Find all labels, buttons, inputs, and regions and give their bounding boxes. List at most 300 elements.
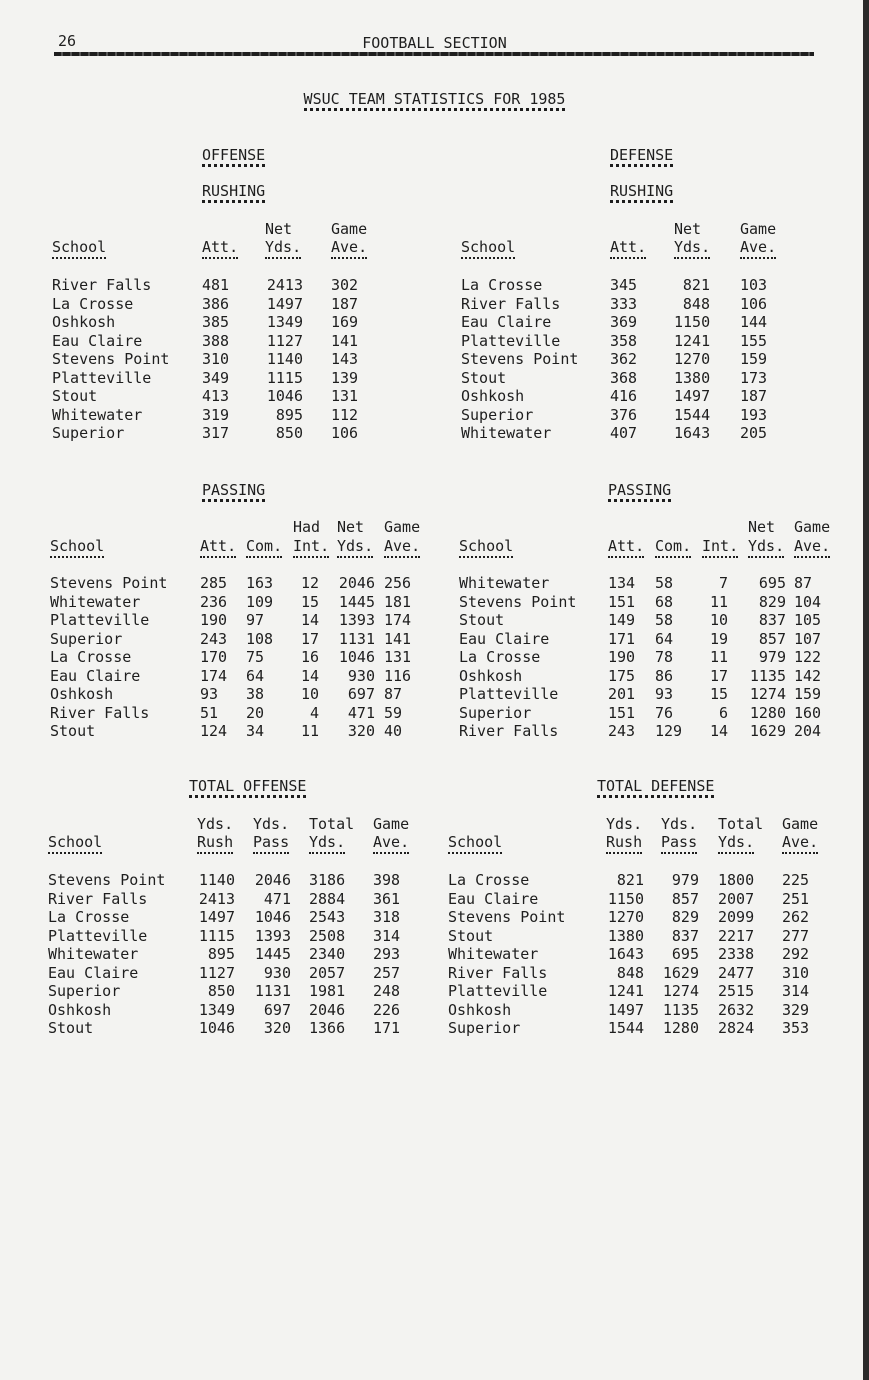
defense-rushing-cell-ave: 159 [740, 350, 768, 368]
defense-passing-cell-att: 201 [608, 685, 636, 703]
defense-rushing-cell-yds: 1270 [674, 350, 711, 368]
defense-total-cell-pass: 1280 [662, 1019, 699, 1037]
defense-total-cell-pass: 837 [671, 926, 699, 945]
defense-passing-cell-int: 11 [709, 592, 728, 611]
defense-total-header-tot-top: Total [718, 815, 764, 833]
offense-total-cell-school: Superior [48, 982, 121, 1000]
offense-rushing-cell-yds: 2413 [266, 276, 303, 294]
defense-total-header-pass-text: Pass [661, 833, 697, 854]
defense-passing-label [608, 481, 671, 499]
offense-passing-cell-yds: 2046 [338, 574, 375, 592]
defense-rushing-cell-yds: 1497 [674, 387, 711, 405]
defense-passing-cell-int: 15 [709, 685, 728, 703]
defense-rushing-header-yds-top: Net [674, 220, 702, 238]
defense-passing-cell-int: 7 [718, 574, 728, 592]
defense-total-cell-school: Whitewater [448, 945, 539, 963]
offense-rushing-cell-ave: 302 [331, 276, 359, 294]
offense-passing-cell-yds: 320 [347, 722, 375, 740]
offense-rushing-header-yds-text: Yds. [265, 238, 301, 259]
defense-total-cell-school: River Falls [448, 963, 548, 982]
defense-rushing-header-ave-text: Ave. [740, 238, 776, 259]
defense-rushing-cell-att: 345 [610, 276, 638, 294]
defense-rushing-cell-yds: 848 [682, 294, 710, 313]
defense-passing-cell-int: 17 [709, 666, 728, 685]
offense-rushing-label-text: RUSHING [202, 182, 265, 203]
offense-total-header-rush-top: Yds. [197, 815, 234, 833]
header-rule [54, 52, 814, 56]
defense-total-cell-rush: 1643 [607, 945, 644, 963]
defense-passing-cell-yds: 857 [758, 629, 786, 648]
offense-rushing-header-yds-top: Net [265, 220, 293, 238]
offense-passing-cell-att: 93 [200, 685, 219, 703]
defense-passing-cell-school: Stevens Point [459, 592, 577, 611]
offense-rushing-cell-ave: 169 [331, 313, 359, 331]
defense-passing-cell-yds: 1280 [749, 703, 786, 722]
offense-passing-header-int-top: Had [293, 518, 321, 536]
defense-rushing-cell-ave: 106 [740, 294, 768, 313]
offense-passing-cell-ave: 116 [384, 666, 412, 685]
offense-total-cell-school: Stout [48, 1019, 94, 1037]
defense-passing-cell-int: 6 [718, 703, 728, 722]
defense-passing-cell-att: 243 [608, 722, 636, 740]
offense-rushing-cell-att: 481 [202, 276, 230, 294]
defense-passing-cell-yds: 829 [758, 592, 786, 611]
defense-passing-cell-yds: 979 [758, 648, 786, 666]
offense-total-cell-rush: 1127 [198, 963, 235, 982]
offense-passing-cell-int: 12 [300, 574, 319, 592]
defense-rushing-header-school [461, 238, 515, 256]
defense-label: DEFENSE [610, 146, 673, 164]
offense-total-cell-tot: 1366 [309, 1019, 346, 1037]
defense-total-cell-rush: 1497 [607, 1000, 644, 1019]
offense-rushing-cell-yds: 1497 [266, 294, 303, 313]
defense-rushing-cell-yds: 1241 [674, 331, 711, 350]
defense-passing-cell-com: 64 [655, 629, 674, 648]
defense-total-header-school-text: School [448, 833, 502, 854]
offense-passing-cell-int: 16 [300, 648, 319, 666]
defense-total-cell-tot: 2477 [718, 963, 755, 982]
defense-total-header-rush-top: Yds. [606, 815, 643, 833]
offense-rushing-cell-yds: 1046 [266, 387, 303, 405]
defense-rushing-header-ave-top: Game [740, 220, 777, 238]
offense-passing-cell-att: 51 [200, 703, 219, 722]
defense-passing-header-att-text: Att. [608, 537, 644, 558]
offense-rushing-header-school-text: School [52, 238, 106, 259]
defense-total-cell-tot: 2632 [718, 1000, 755, 1019]
defense-total-cell-ave: 353 [782, 1019, 810, 1037]
offense-rushing-header-ave [331, 238, 367, 256]
offense-passing-cell-school: Stevens Point [50, 574, 168, 592]
defense-total-cell-rush: 1270 [607, 908, 644, 926]
defense-passing-cell-att: 171 [608, 629, 636, 648]
offense-passing-header-com [246, 537, 282, 555]
offense-passing-cell-com: 34 [246, 722, 265, 740]
defense-total-cell-ave: 292 [782, 945, 810, 963]
offense-passing-cell-int: 14 [300, 666, 319, 685]
defense-total-cell-school: La Crosse [448, 871, 530, 889]
defense-total-cell-rush: 1241 [607, 982, 644, 1000]
offense-rushing-cell-ave: 187 [331, 294, 359, 313]
defense-rushing-label-text: RUSHING [610, 182, 673, 203]
offense-passing-cell-yds: 1046 [338, 648, 375, 666]
defense-total-cell-ave: 262 [782, 908, 810, 926]
offense-total-header-school [48, 833, 102, 851]
defense-rushing-cell-yds: 1380 [674, 368, 711, 387]
defense-passing-cell-ave: 107 [794, 629, 822, 648]
offense-passing-cell-com: 109 [246, 592, 274, 611]
page-number: 26 [58, 32, 77, 50]
offense-total-cell-ave: 171 [373, 1019, 401, 1037]
offense-total-label [189, 777, 306, 795]
offense-passing-cell-ave: 40 [384, 722, 403, 740]
offense-total-header-pass-top: Yds. [253, 815, 290, 833]
offense-total-header-tot [309, 833, 345, 851]
offense-total-cell-ave: 398 [373, 871, 401, 889]
defense-passing-header-ave [794, 537, 830, 555]
offense-rushing-cell-yds: 1140 [266, 350, 303, 368]
offense-rushing-cell-att: 317 [202, 424, 230, 442]
offense-rushing-header-ave-top: Game [331, 220, 368, 238]
offense-total-header-tot-text: Yds. [309, 833, 345, 854]
offense-passing-label-text: PASSING [202, 481, 265, 502]
offense-rushing-header-ave-text: Ave. [331, 238, 367, 259]
defense-total-header-ave [782, 833, 818, 851]
offense-total-cell-pass: 930 [263, 963, 291, 982]
offense-passing-cell-int: 11 [300, 722, 319, 740]
offense-passing-cell-yds: 1393 [338, 611, 375, 629]
defense-total-header-ave-text: Ave. [782, 833, 818, 854]
offense-passing-header-int-text: Int. [293, 537, 329, 558]
defense-passing-cell-yds: 1629 [749, 722, 786, 740]
offense-rushing-cell-ave: 112 [331, 405, 359, 424]
defense-passing-cell-school: La Crosse [459, 648, 541, 666]
offense-rushing-cell-school: Stout [52, 387, 98, 405]
offense-passing-cell-school: Oshkosh [50, 685, 114, 703]
offense-passing-cell-ave: 141 [384, 629, 412, 648]
offense-total-header-rush [197, 833, 233, 851]
defense-passing-cell-com: 76 [655, 703, 674, 722]
offense-passing-cell-yds: 697 [347, 685, 375, 703]
offense-total-cell-pass: 1046 [254, 908, 291, 926]
defense-passing-cell-att: 134 [608, 574, 636, 592]
offense-total-cell-ave: 226 [373, 1000, 401, 1019]
offense-rushing-cell-school: Oshkosh [52, 313, 116, 331]
offense-passing-header-yds-top: Net [337, 518, 365, 536]
defense-passing-cell-int: 10 [709, 611, 728, 629]
offense-passing-cell-school: La Crosse [50, 648, 132, 666]
offense-passing-cell-com: 108 [246, 629, 274, 648]
defense-total-cell-pass: 1135 [662, 1000, 699, 1019]
offense-passing-header-att-text: Att. [200, 537, 236, 558]
offense-rushing-cell-att: 310 [202, 350, 230, 368]
offense-passing-cell-int: 14 [300, 611, 319, 629]
defense-passing-cell-yds: 1274 [749, 685, 786, 703]
defense-passing-header-school-text: School [459, 537, 513, 558]
offense-total-cell-ave: 248 [373, 982, 401, 1000]
defense-passing-cell-school: Stout [459, 611, 505, 629]
offense-total-cell-rush: 850 [207, 982, 235, 1000]
defense-passing-cell-com: 58 [655, 574, 674, 592]
defense-passing-header-ave-text: Ave. [794, 537, 830, 558]
offense-passing-cell-att: 243 [200, 629, 228, 648]
defense-total-cell-tot: 2217 [718, 926, 755, 945]
offense-passing-cell-att: 285 [200, 574, 228, 592]
offense-rushing-cell-yds: 1115 [266, 368, 303, 387]
defense-total-cell-rush: 1380 [607, 926, 644, 945]
defense-rushing-cell-att: 358 [610, 331, 638, 350]
offense-passing-header-school [50, 537, 104, 555]
offense-passing-cell-ave: 181 [384, 592, 412, 611]
offense-passing-cell-com: 75 [246, 648, 265, 666]
defense-total-cell-ave: 225 [782, 871, 810, 889]
offense-rushing-header-att-text: Att. [202, 238, 238, 259]
offense-total-cell-ave: 318 [373, 908, 401, 926]
defense-passing-cell-ave: 122 [794, 648, 822, 666]
offense-rushing-cell-att: 388 [202, 331, 230, 350]
defense-total-cell-pass: 979 [671, 871, 699, 889]
offense-total-cell-school: Oshkosh [48, 1000, 112, 1019]
defense-total-cell-school: Superior [448, 1019, 521, 1037]
defense-total-cell-rush: 821 [616, 871, 644, 889]
defense-total-cell-school: Platteville [448, 982, 548, 1000]
defense-passing-cell-att: 149 [608, 611, 636, 629]
offense-passing-header-yds [337, 537, 373, 555]
offense-total-cell-pass: 1131 [254, 982, 291, 1000]
offense-total-cell-school: Stevens Point [48, 871, 166, 889]
defense-rushing-cell-yds: 1150 [674, 313, 711, 331]
offense-rushing-header-att [202, 238, 238, 256]
defense-rushing-header-att [610, 238, 646, 256]
defense-total-cell-school: Eau Claire [448, 889, 539, 908]
offense-total-cell-pass: 1393 [254, 926, 291, 945]
offense-passing-cell-school: Whitewater [50, 592, 141, 611]
offense-total-cell-ave: 293 [373, 945, 401, 963]
offense-total-cell-rush: 1497 [198, 908, 235, 926]
offense-rushing-cell-school: Whitewater [52, 405, 143, 424]
offense-rushing-cell-ave: 131 [331, 387, 359, 405]
offense-total-header-ave [373, 833, 409, 851]
defense-total-cell-pass: 829 [671, 908, 699, 926]
offense-total-header-pass-text: Pass [253, 833, 289, 854]
defense-rushing-cell-school: Superior [461, 405, 534, 424]
defense-rushing-cell-yds: 1643 [674, 424, 711, 442]
offense-rushing-cell-yds: 895 [275, 405, 303, 424]
defense-rushing-cell-school: La Crosse [461, 276, 543, 294]
defense-passing-cell-ave: 142 [794, 666, 822, 685]
offense-passing-cell-ave: 131 [384, 648, 412, 666]
offense-passing-header-ave-text: Ave. [384, 537, 420, 558]
offense-total-cell-pass: 697 [263, 1000, 291, 1019]
offense-rushing-cell-ave: 141 [331, 331, 359, 350]
offense-total-cell-school: La Crosse [48, 908, 130, 926]
offense-total-cell-school: Platteville [48, 926, 148, 945]
defense-total-header-ave-top: Game [782, 815, 819, 833]
offense-passing-cell-school: Platteville [50, 611, 150, 629]
defense-rushing-header-att-text: Att. [610, 238, 646, 259]
defense-total-cell-rush: 848 [616, 963, 644, 982]
defense-rushing-cell-school: River Falls [461, 294, 561, 313]
defense-passing-cell-int: 11 [709, 648, 728, 666]
defense-passing-cell-com: 129 [655, 722, 683, 740]
offense-total-cell-tot: 2057 [309, 963, 346, 982]
defense-total-cell-pass: 857 [671, 889, 699, 908]
offense-total-header-ave-top: Game [373, 815, 410, 833]
defense-passing-header-yds-text: Yds. [748, 537, 784, 558]
offense-total-header-tot-top: Total [309, 815, 355, 833]
defense-passing-cell-int: 14 [709, 722, 728, 740]
page-edge [863, 0, 869, 1380]
defense-passing-cell-ave: 105 [794, 611, 822, 629]
defense-passing-cell-yds: 1135 [749, 666, 786, 685]
defense-total-header-pass [661, 833, 697, 851]
defense-passing-header-school [459, 537, 513, 555]
defense-passing-cell-att: 151 [608, 703, 636, 722]
defense-total-cell-school: Stout [448, 926, 494, 945]
defense-total-header-pass-top: Yds. [661, 815, 698, 833]
offense-rushing-cell-ave: 106 [331, 424, 359, 442]
defense-total-cell-tot: 1800 [718, 871, 755, 889]
offense-total-cell-rush: 1349 [198, 1000, 235, 1019]
offense-passing-cell-int: 4 [309, 703, 319, 722]
offense-total-cell-tot: 1981 [309, 982, 346, 1000]
defense-rushing-cell-att: 368 [610, 368, 638, 387]
offense-passing-cell-com: 163 [246, 574, 274, 592]
defense-total-cell-tot: 2338 [718, 945, 755, 963]
defense-rushing-cell-ave: 187 [740, 387, 768, 405]
offense-passing-cell-att: 170 [200, 648, 228, 666]
offense-total-header-pass [253, 833, 289, 851]
defense-total-cell-pass: 1274 [662, 982, 699, 1000]
defense-rushing-cell-att: 362 [610, 350, 638, 368]
defense-passing-header-yds-top: Net [748, 518, 776, 536]
offense-total-cell-rush: 1046 [198, 1019, 235, 1037]
defense-passing-cell-school: Oshkosh [459, 666, 523, 685]
offense-rushing-cell-school: Eau Claire [52, 331, 143, 350]
defense-passing-cell-school: River Falls [459, 722, 559, 740]
offense-rushing-cell-att: 386 [202, 294, 230, 313]
offense-passing-label [202, 481, 265, 499]
defense-rushing-label [610, 182, 673, 200]
defense-rushing-cell-ave: 103 [740, 276, 768, 294]
offense-rushing-cell-att: 349 [202, 368, 230, 387]
defense-rushing-cell-school: Whitewater [461, 424, 552, 442]
defense-rushing-cell-school: Stevens Point [461, 350, 579, 368]
offense-passing-header-int [293, 537, 329, 555]
offense-passing-header-yds-text: Yds. [337, 537, 373, 558]
defense-rushing-header-school-text: School [461, 238, 515, 259]
defense-passing-cell-school: Whitewater [459, 574, 550, 592]
offense-total-cell-tot: 3186 [309, 871, 346, 889]
offense-passing-header-att [200, 537, 236, 555]
offense-total-cell-pass: 471 [263, 889, 291, 908]
defense-passing-cell-ave: 104 [794, 592, 822, 611]
defense-total-cell-tot: 2515 [718, 982, 755, 1000]
defense-passing-cell-com: 86 [655, 666, 674, 685]
defense-passing-cell-ave: 87 [794, 574, 813, 592]
offense-passing-cell-ave: 59 [384, 703, 403, 722]
defense-total-header-rush [606, 833, 642, 851]
defense-total-cell-ave: 310 [782, 963, 810, 982]
offense-passing-cell-school: River Falls [50, 703, 150, 722]
offense-rushing-cell-school: Platteville [52, 368, 152, 387]
offense-passing-cell-school: Eau Claire [50, 666, 141, 685]
offense-rushing-cell-ave: 139 [331, 368, 359, 387]
offense-label: OFFENSE [202, 146, 265, 164]
offense-rushing-cell-school: River Falls [52, 276, 152, 294]
offense-passing-cell-int: 10 [300, 685, 319, 703]
main-title: WSUC TEAM STATISTICS FOR 1985 [0, 90, 869, 108]
defense-rushing-header-ave [740, 238, 776, 256]
offense-passing-cell-com: 38 [246, 685, 265, 703]
defense-rushing-header-yds [674, 238, 710, 256]
offense-rushing-cell-school: La Crosse [52, 294, 134, 313]
defense-passing-cell-att: 175 [608, 666, 636, 685]
defense-rushing-cell-att: 376 [610, 405, 638, 424]
defense-rushing-cell-yds: 1544 [674, 405, 711, 424]
defense-total-cell-pass: 695 [671, 945, 699, 963]
offense-total-cell-rush: 895 [207, 945, 235, 963]
offense-rushing-cell-att: 385 [202, 313, 230, 331]
defense-passing-cell-school: Superior [459, 703, 532, 722]
defense-total-header-rush-text: Rush [606, 833, 642, 854]
offense-total-cell-tot: 2046 [309, 1000, 346, 1019]
defense-total-cell-tot: 2099 [718, 908, 755, 926]
offense-rushing-cell-yds: 850 [275, 424, 303, 442]
offense-total-cell-rush: 1115 [198, 926, 235, 945]
offense-passing-cell-ave: 174 [384, 611, 412, 629]
offense-passing-header-ave [384, 537, 420, 555]
offense-total-cell-school: River Falls [48, 889, 148, 908]
defense-total-cell-tot: 2007 [718, 889, 755, 908]
defense-total-cell-ave: 277 [782, 926, 810, 945]
offense-total-header-rush-text: Rush [197, 833, 233, 854]
defense-rushing-cell-ave: 193 [740, 405, 768, 424]
defense-total-cell-rush: 1150 [607, 889, 644, 908]
defense-total-cell-ave: 251 [782, 889, 810, 908]
offense-passing-cell-yds: 1131 [338, 629, 375, 648]
defense-passing-cell-ave: 159 [794, 685, 822, 703]
defense-passing-cell-com: 93 [655, 685, 674, 703]
defense-total-label [597, 777, 714, 795]
defense-passing-cell-school: Platteville [459, 685, 559, 703]
defense-rushing-cell-school: Oshkosh [461, 387, 525, 405]
offense-total-cell-tot: 2543 [309, 908, 346, 926]
offense-passing-cell-att: 124 [200, 722, 228, 740]
offense-rushing-cell-yds: 1349 [266, 313, 303, 331]
defense-passing-header-com-text: Com. [655, 537, 691, 558]
offense-total-header-ave-text: Ave. [373, 833, 409, 854]
defense-passing-label-text: PASSING [608, 481, 671, 502]
defense-passing-cell-yds: 837 [758, 611, 786, 629]
offense-passing-cell-school: Stout [50, 722, 96, 740]
defense-passing-cell-school: Eau Claire [459, 629, 550, 648]
defense-total-header-tot [718, 833, 754, 851]
offense-total-cell-tot: 2340 [309, 945, 346, 963]
offense-total-cell-pass: 320 [263, 1019, 291, 1037]
offense-total-cell-ave: 257 [373, 963, 401, 982]
defense-rushing-cell-yds: 821 [682, 276, 710, 294]
defense-rushing-cell-ave: 144 [740, 313, 768, 331]
defense-total-cell-school: Stevens Point [448, 908, 566, 926]
offense-passing-cell-ave: 256 [384, 574, 412, 592]
offense-total-cell-school: Eau Claire [48, 963, 139, 982]
defense-passing-cell-int: 19 [709, 629, 728, 648]
defense-total-cell-ave: 314 [782, 982, 810, 1000]
defense-total-header-tot-text: Yds. [718, 833, 754, 854]
offense-passing-cell-att: 190 [200, 611, 228, 629]
defense-passing-cell-ave: 204 [794, 722, 822, 740]
offense-passing-cell-att: 236 [200, 592, 228, 611]
